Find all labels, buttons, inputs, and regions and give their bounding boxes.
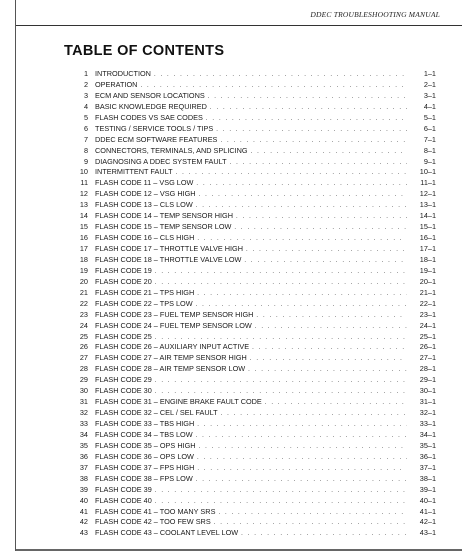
toc-dot-leader <box>196 431 407 442</box>
toc-entry[interactable] <box>70 266 436 277</box>
toc-entry-title: FLASH CODE 22 – TPS LOW <box>95 298 193 308</box>
toc-entry[interactable] <box>70 452 436 463</box>
toc-entry-title: FLASH CODE 11 – VSG LOW <box>95 178 194 188</box>
toc-entry-number: 15 <box>79 222 88 232</box>
toc-entry-title: FLASH CODE 40 <box>95 495 152 505</box>
toc-entry-page: 38–1 <box>419 473 436 483</box>
toc-entry-number: 10 <box>79 167 88 177</box>
toc-entry[interactable] <box>70 528 436 539</box>
toc-entry-page: 28–1 <box>419 364 436 374</box>
toc-entry-number: 5 <box>83 112 88 122</box>
toc-entry-page: 10–1 <box>419 167 436 177</box>
toc-entry[interactable] <box>70 233 436 244</box>
toc-entry[interactable] <box>70 474 436 485</box>
toc-entry-number: 3 <box>83 90 88 100</box>
toc-entry[interactable] <box>70 321 436 332</box>
toc-entry-title: FLASH CODE 16 – CLS HIGH <box>95 233 195 243</box>
toc-dot-leader <box>155 486 407 497</box>
toc-entry[interactable] <box>70 222 436 233</box>
toc-entry-number: 21 <box>79 287 88 297</box>
toc-entry-title: FLASH CODE 20 <box>95 276 152 286</box>
toc-entry-number: 13 <box>79 200 88 210</box>
toc-entry[interactable] <box>70 397 436 408</box>
toc-entry-title: FLASH CODE 27 – AIR TEMP SENSOR HIGH <box>95 353 247 363</box>
toc-entry-number: 28 <box>79 364 88 374</box>
toc-entry-title: INTRODUCTION <box>95 69 151 78</box>
toc-entry[interactable] <box>70 244 436 255</box>
toc-dot-leader <box>199 442 407 453</box>
toc-entry-title: CONNECTORS, TERMINALS, AND SPLICING <box>95 145 248 155</box>
toc-dot-leader <box>197 453 407 464</box>
toc-entry-number: 20 <box>79 276 88 286</box>
toc-entry-page: 4–1 <box>423 101 436 111</box>
toc-dot-leader <box>265 398 407 409</box>
toc-entry[interactable] <box>70 167 436 178</box>
toc-entry-number: 17 <box>79 244 88 253</box>
toc-entry-title: FLASH CODE 36 – OPS LOW <box>95 451 194 461</box>
toc-entry[interactable] <box>70 178 436 189</box>
toc-entry-title: INTERMITTENT FAULT <box>95 167 173 177</box>
toc-entry-page: 31–1 <box>419 397 436 407</box>
toc-entry-number: 32 <box>79 408 88 418</box>
toc-entry-page: 2–1 <box>423 79 436 89</box>
toc-entry[interactable] <box>70 463 436 474</box>
toc-entry-number: 36 <box>79 451 88 461</box>
toc-entry-page: 13–1 <box>419 200 436 210</box>
toc-entry-page: 6–1 <box>423 123 436 133</box>
toc-entry-title: FLASH CODE 13 – CLS LOW <box>95 200 193 210</box>
toc-entry-page: 43–1 <box>419 528 436 538</box>
toc-entry-page: 5–1 <box>423 112 436 122</box>
toc-entry-title: FLASH CODE 37 – FPS HIGH <box>95 462 195 472</box>
toc-entry-title: FLASH CODE 28 – AIR TEMP SENSOR LOW <box>95 364 246 374</box>
toc-entry-page: 36–1 <box>419 451 436 461</box>
table-of-contents <box>70 69 436 539</box>
toc-entry-number: 29 <box>79 375 88 385</box>
toc-entry-number: 26 <box>79 342 88 352</box>
toc-entry-page: 42–1 <box>419 517 436 527</box>
toc-dot-leader <box>176 168 407 179</box>
toc-entry-title: FLASH CODE 21 – TPS HIGH <box>95 287 195 297</box>
toc-entry-title: FLASH CODE 32 – CEL / SEL FAULT <box>95 408 218 418</box>
toc-entry-title: OPERATION <box>95 79 138 89</box>
toc-entry-title: FLASH CODE 24 – FUEL TEMP SENSOR LOW <box>95 320 252 330</box>
toc-entry-number: 33 <box>79 419 88 428</box>
toc-entry-page: 33–1 <box>419 419 436 428</box>
toc-entry[interactable] <box>70 375 436 386</box>
toc-dot-leader <box>255 322 407 333</box>
toc-entry[interactable] <box>70 299 436 310</box>
toc-entry-number: 9 <box>83 156 88 166</box>
toc-entry-number: 41 <box>79 506 88 516</box>
toc-entry[interactable] <box>70 419 436 430</box>
toc-entry-title: FLASH CODES VS SAE CODES <box>95 112 203 122</box>
toc-entry-title: FLASH CODE 26 – AUXILIARY INPUT ACTIVE <box>95 342 250 352</box>
toc-entry-title: FLASH CODE 33 – TBS HIGH <box>95 419 195 428</box>
toc-entry-page: 30–1 <box>419 386 436 396</box>
toc-dot-leader <box>197 420 407 431</box>
toc-entry-title: FLASH CODE 30 <box>95 386 152 396</box>
toc-dot-leader <box>220 136 407 147</box>
toc-entry-page: 26–1 <box>419 342 436 352</box>
toc-entry-number: 34 <box>79 429 88 439</box>
toc-entry-page: 21–1 <box>419 287 436 297</box>
header-rule <box>16 25 462 26</box>
toc-entry-page: 40–1 <box>419 495 436 505</box>
toc-dot-leader <box>244 256 407 267</box>
toc-entry-page: 34–1 <box>419 429 436 439</box>
toc-entry[interactable] <box>70 496 436 507</box>
toc-entry-page: 25–1 <box>419 331 436 341</box>
toc-entry-page: 24–1 <box>419 320 436 330</box>
toc-entry-number: 40 <box>79 495 88 505</box>
toc-dot-leader <box>248 365 407 376</box>
toc-entry-number: 2 <box>83 79 88 89</box>
toc-entry-page: 23–1 <box>419 309 436 319</box>
toc-entry-number: 31 <box>79 397 88 407</box>
toc-entry-title: BASIC KNOWLEDGE REQUIRED <box>95 101 207 111</box>
toc-entry-page: 3–1 <box>423 90 436 100</box>
toc-entry-title: DIAGNOSING A DDEC SYSTEM FAULT <box>95 156 227 166</box>
toc-entry[interactable] <box>70 353 436 364</box>
toc-entry-page: 12–1 <box>419 189 436 199</box>
toc-dot-leader <box>252 343 407 354</box>
toc-entry[interactable] <box>70 124 436 135</box>
toc-dot-leader <box>256 311 407 322</box>
toc-entry-title: TESTING / SERVICE TOOLS / TIPS <box>95 123 214 133</box>
toc-entry[interactable] <box>70 113 436 124</box>
toc-dot-leader <box>155 376 407 387</box>
toc-entry-number: 38 <box>79 473 88 483</box>
toc-entry-page: 11–1 <box>420 178 436 188</box>
toc-entry-number: 8 <box>83 145 88 155</box>
toc-entry-number: 27 <box>79 353 88 363</box>
toc-entry[interactable] <box>70 332 436 343</box>
toc-entry[interactable] <box>70 408 436 419</box>
toc-entry-title: FLASH CODE 41 – TOO MANY SRS <box>95 506 216 516</box>
toc-entry-title: FLASH CODE 12 – VSG HIGH <box>95 189 196 199</box>
manual-title: DDEC TROUBLESHOOTING MANUAL <box>310 10 440 19</box>
toc-entry-title: FLASH CODE 17 – THROTTLE VALVE HIGH <box>95 244 244 253</box>
toc-entry-number: 11 <box>80 178 88 188</box>
toc-entry-number: 24 <box>79 320 88 330</box>
toc-entry-title: FLASH CODE 25 <box>95 331 152 341</box>
toc-dot-leader <box>196 179 407 190</box>
toc-entry[interactable] <box>70 91 436 102</box>
toc-entry-number: 43 <box>79 528 88 538</box>
toc-dot-leader <box>197 464 407 475</box>
toc-dot-leader <box>208 92 407 103</box>
toc-entry-title: FLASH CODE 31 – ENGINE BRAKE FAULT CODE <box>95 397 262 407</box>
toc-entry-number: 39 <box>79 484 88 494</box>
toc-entry-page: 8–1 <box>423 145 436 155</box>
toc-entry-number: 4 <box>83 101 88 111</box>
toc-entry[interactable] <box>70 146 436 157</box>
toc-entry[interactable] <box>70 135 436 146</box>
toc-dot-leader <box>218 508 407 519</box>
toc-dot-leader <box>246 245 407 256</box>
toc-entry-number: 25 <box>79 331 88 341</box>
toc-entry[interactable] <box>70 441 436 452</box>
toc-entry[interactable] <box>70 277 436 288</box>
toc-entry[interactable] <box>70 386 436 397</box>
toc-dot-leader <box>236 212 407 223</box>
toc-dot-leader <box>214 518 407 529</box>
toc-entry-page: 17–1 <box>419 244 436 253</box>
toc-dot-leader <box>197 289 407 300</box>
toc-dot-leader <box>221 409 407 420</box>
toc-entry-page: 1–1 <box>423 69 436 78</box>
toc-entry-number: 37 <box>79 462 88 472</box>
toc-entry-page: 9–1 <box>423 156 436 166</box>
toc-entry-title: FLASH CODE 18 – THROTTLE VALVE LOW <box>95 254 242 264</box>
toc-entry-number: 7 <box>83 134 88 144</box>
toc-entry-page: 41–1 <box>419 506 436 516</box>
toc-entry[interactable] <box>70 430 436 441</box>
toc-entry-title: FLASH CODE 29 <box>95 375 152 385</box>
toc-entry-page: 20–1 <box>419 276 436 286</box>
toc-entry-number: 23 <box>79 309 88 319</box>
toc-entry-page: 32–1 <box>419 408 436 418</box>
toc-entry-title: FLASH CODE 34 – TBS LOW <box>95 429 193 439</box>
toc-entry-number: 19 <box>79 265 88 275</box>
toc-dot-leader <box>206 114 407 125</box>
toc-entry[interactable] <box>70 211 436 222</box>
toc-entry-title: FLASH CODE 35 – OPS HIGH <box>95 440 196 450</box>
toc-entry-number: 30 <box>79 386 88 396</box>
toc-entry[interactable] <box>70 485 436 496</box>
toc-dot-leader <box>234 223 407 234</box>
toc-entry-page: 22–1 <box>419 298 436 308</box>
toc-dot-leader <box>210 103 407 114</box>
toc-entry-page: 35–1 <box>419 440 436 450</box>
toc-entry-title: FLASH CODE 43 – COOLANT LEVEL LOW <box>95 528 239 538</box>
toc-entry-number: 12 <box>79 189 88 199</box>
toc-entry-page: 27–1 <box>419 353 436 363</box>
toc-dot-leader <box>230 158 407 169</box>
toc-entry[interactable] <box>70 69 436 80</box>
toc-entry-page: 16–1 <box>419 233 436 243</box>
toc-entry-title: FLASH CODE 19 <box>95 265 152 275</box>
toc-entry[interactable] <box>70 255 436 266</box>
toc-entry-number: 18 <box>79 254 88 264</box>
toc-entry-page: 29–1 <box>419 375 436 385</box>
toc-entry[interactable] <box>70 364 436 375</box>
toc-entry[interactable] <box>70 157 436 168</box>
page-title: TABLE OF CONTENTS <box>64 43 225 59</box>
toc-dot-leader <box>155 267 407 278</box>
toc-entry-page: 37–1 <box>419 462 436 472</box>
toc-entry[interactable] <box>70 342 436 353</box>
toc-dot-leader <box>199 190 407 201</box>
toc-entry[interactable] <box>70 80 436 91</box>
toc-entry-number: 16 <box>79 233 88 243</box>
toc-entry[interactable] <box>70 310 436 321</box>
toc-dot-leader <box>251 147 407 158</box>
toc-entry[interactable] <box>70 189 436 200</box>
toc-entry-number: 14 <box>79 211 88 221</box>
toc-entry-number: 22 <box>79 298 88 308</box>
toc-entry-page: 15–1 <box>419 222 436 232</box>
toc-entry-number: 1 <box>83 69 88 78</box>
toc-entry-number: 42 <box>79 517 88 527</box>
toc-entry-title: FLASH CODE 39 <box>95 484 152 494</box>
toc-entry-page: 39–1 <box>419 484 436 494</box>
toc-entry-title: DDEC ECM SOFTWARE FEATURES <box>95 134 218 144</box>
toc-entry-number: 6 <box>83 123 88 133</box>
page-left-border <box>15 0 16 551</box>
toc-entry-title: ECM AND SENSOR LOCATIONS <box>95 90 205 100</box>
toc-entry-page: 19–1 <box>419 265 436 275</box>
toc-dot-leader <box>216 125 407 136</box>
toc-entry[interactable] <box>70 288 436 299</box>
toc-dot-leader <box>196 475 407 486</box>
toc-entry-title: FLASH CODE 42 – TOO FEW SRS <box>95 517 211 527</box>
toc-entry-page: 7–1 <box>423 134 436 144</box>
toc-dot-leader <box>241 529 407 540</box>
toc-entry-title: FLASH CODE 15 – TEMP SENSOR LOW <box>95 222 232 232</box>
toc-entry[interactable] <box>70 517 436 528</box>
toc-entry-title: FLASH CODE 14 – TEMP SENSOR HIGH <box>95 211 234 221</box>
toc-entry[interactable] <box>70 200 436 211</box>
toc-dot-leader <box>154 70 407 81</box>
toc-entry-page: 14–1 <box>419 211 436 221</box>
toc-entry-title: FLASH CODE 38 – FPS LOW <box>95 473 193 483</box>
toc-entry[interactable] <box>70 102 436 113</box>
toc-dot-leader <box>250 354 407 365</box>
toc-entry-page: 18–1 <box>419 254 436 264</box>
toc-entry[interactable] <box>70 507 436 518</box>
toc-entry-title: FLASH CODE 23 – FUEL TEMP SENSOR HIGH <box>95 309 254 319</box>
toc-entry-number: 35 <box>79 440 88 450</box>
